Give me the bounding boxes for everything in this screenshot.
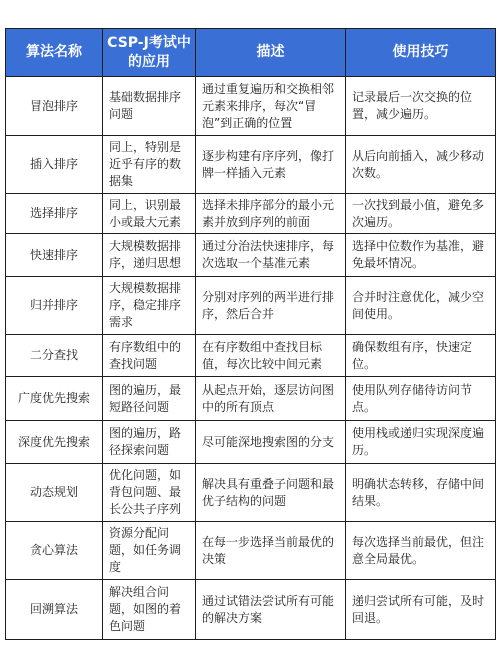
table-row xyxy=(6,277,496,335)
description-cell: 选择未排序部分的最小元素并放到序列的前面 xyxy=(196,194,346,234)
header-algorithm-name: 算法名称 xyxy=(6,29,103,77)
tip-cell: 明确状态转移，存储中间结果。 xyxy=(346,464,496,522)
tip-cell: 合并时注意优化，减少空间使用。 xyxy=(346,277,496,335)
algorithm-table xyxy=(5,28,496,640)
description-cell: 解决具有重叠子问题和最优子结构的问题 xyxy=(196,464,346,522)
application-cell: 图的遍历，最短路径问题 xyxy=(103,377,196,421)
algorithm-name-cell: 回溯算法 xyxy=(6,580,103,640)
algorithm-name-cell: 深度优先搜索 xyxy=(6,421,103,464)
tip-cell: 确保数组有序，快速定位。 xyxy=(346,335,496,377)
table-row xyxy=(6,464,496,522)
algorithm-name-cell: 冒泡排序 xyxy=(6,77,103,136)
description-cell: 在有序数组中查找目标值，每次比较中间元素 xyxy=(196,335,346,377)
application-cell: 大规模数据排序，递归思想 xyxy=(103,234,196,277)
description-cell: 在每一步选择当前最优的决策 xyxy=(196,522,346,580)
algorithm-name-cell: 归并排序 xyxy=(6,277,103,335)
table-row xyxy=(6,580,496,640)
algorithm-name-cell: 二分查找 xyxy=(6,335,103,377)
header-tips: 使用技巧 xyxy=(346,29,496,77)
table-row xyxy=(6,522,496,580)
application-cell: 同上，识别最小或最大元素 xyxy=(103,194,196,234)
tip-cell: 使用队列存储待访问节点。 xyxy=(346,377,496,421)
application-cell: 有序数组中的查找问题 xyxy=(103,335,196,377)
description-cell: 通过分治法快速排序，每次选取一个基准元素 xyxy=(196,234,346,277)
application-cell: 优化问题，如背包问题、最长公共子序列 xyxy=(103,464,196,522)
tip-cell: 记录最后一次交换的位置，减少遍历。 xyxy=(346,77,496,136)
application-cell: 基础数据排序问题 xyxy=(103,77,196,136)
application-cell: 同上，特别是近乎有序的数据集 xyxy=(103,136,196,194)
table-row xyxy=(6,421,496,464)
tip-cell: 使用栈或递归实现深度遍历。 xyxy=(346,421,496,464)
table-row xyxy=(6,194,496,234)
algorithm-name-cell: 动态规划 xyxy=(6,464,103,522)
tip-cell: 一次找到最小值，避免多次遍历。 xyxy=(346,194,496,234)
application-cell: 图的遍历，路径探索问题 xyxy=(103,421,196,464)
table-row xyxy=(6,77,496,136)
description-cell: 逐步构建有序序列，像打牌一样插入元素 xyxy=(196,136,346,194)
application-cell: 大规模数据排序，稳定排序需求 xyxy=(103,277,196,335)
tip-cell: 每次选择当前最优，但注意全局最优。 xyxy=(346,522,496,580)
application-cell: 解决组合问题，如图的着色问题 xyxy=(103,580,196,640)
algorithm-name-cell: 选择排序 xyxy=(6,194,103,234)
description-cell: 分别对序列的两半进行排序，然后合并 xyxy=(196,277,346,335)
table-row xyxy=(6,377,496,421)
header-description: 描述 xyxy=(196,29,346,77)
algorithm-name-cell: 贪心算法 xyxy=(6,522,103,580)
algorithm-name-cell: 插入排序 xyxy=(6,136,103,194)
header-csp-j-application: CSP-J考试中的应用 xyxy=(103,29,196,77)
application-cell: 资源分配问题，如任务调度 xyxy=(103,522,196,580)
description-cell: 从起点开始，逐层访问图中的所有顶点 xyxy=(196,377,346,421)
table-row xyxy=(6,335,496,377)
tip-cell: 选择中位数作为基准，避免最坏情况。 xyxy=(346,234,496,277)
table-row xyxy=(6,136,496,194)
table-row xyxy=(6,234,496,277)
algorithm-name-cell: 广度优先搜索 xyxy=(6,377,103,421)
tip-cell: 从后向前插入，减少移动次数。 xyxy=(346,136,496,194)
tip-cell: 递归尝试所有可能，及时回退。 xyxy=(346,580,496,640)
description-cell: 通过重复遍历和交换相邻元素来排序，每次“冒泡”到正确的位置 xyxy=(196,77,346,136)
algorithm-name-cell: 快速排序 xyxy=(6,234,103,277)
header-row xyxy=(6,29,496,77)
description-cell: 尽可能深地搜索图的分支 xyxy=(196,421,346,464)
description-cell: 通过试错法尝试所有可能的解决方案 xyxy=(196,580,346,640)
